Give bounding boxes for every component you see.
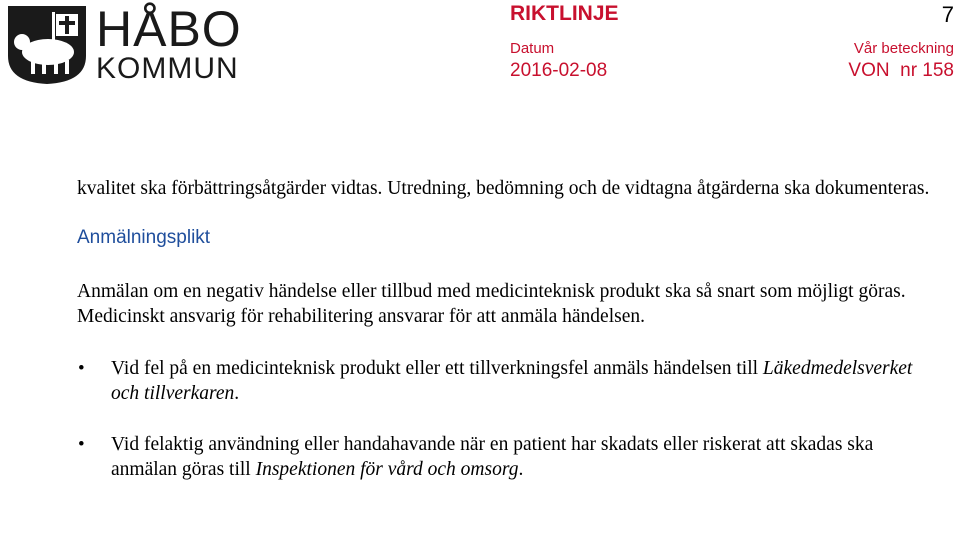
paragraph: kvalitet ska förbättringsåtgärder vidtas. Utredning, bedömning och de vidtagna åtgärderna ska dokumenteras.	[77, 178, 930, 199]
section-heading: Anmälningsplikt	[77, 227, 211, 248]
page-number: 7	[941, 2, 954, 27]
sheep-crest-icon	[4, 2, 90, 86]
list-item-text: Vid fel på en medicinteknisk produkt eller ett tillverkningsfel anmäls händelsen till	[111, 358, 763, 379]
document-type: RIKTLINJE	[510, 2, 619, 25]
document-body	[77, 176, 937, 508]
paragraph: Anmälan om en negativ händelse eller tillbud med medicinteknisk produkt ska så snart som möjligt göras. Medicinskt ansvarig för rehabilitering ansvarar för att anmäla händelsen.	[77, 281, 906, 327]
reference-value: VON nr 158	[848, 60, 954, 81]
date-value: 2016-02-08	[510, 60, 608, 81]
list-item	[77, 432, 937, 482]
list-item-emphasis: Inspektionen för vård och omsorg	[255, 459, 519, 480]
logo-subtitle: KOMMUN	[96, 52, 239, 85]
habo-kommun-logo	[0, 0, 240, 90]
logo-name: HÅBO	[96, 1, 242, 57]
reference-label: Vår beteckning	[853, 40, 954, 57]
date-label: Datum	[510, 40, 555, 57]
bullet-list	[77, 356, 937, 482]
list-item-text: Vid felaktig användning eller handahavande när en patient har skadats eller riskerat att skadas ska anmälan göras till	[111, 434, 874, 480]
list-item-end: .	[518, 459, 524, 480]
list-item-end: .	[234, 383, 240, 404]
list-item-emphasis: Läkedmedelsverket och tillverkaren	[111, 358, 913, 404]
list-item	[77, 356, 937, 406]
